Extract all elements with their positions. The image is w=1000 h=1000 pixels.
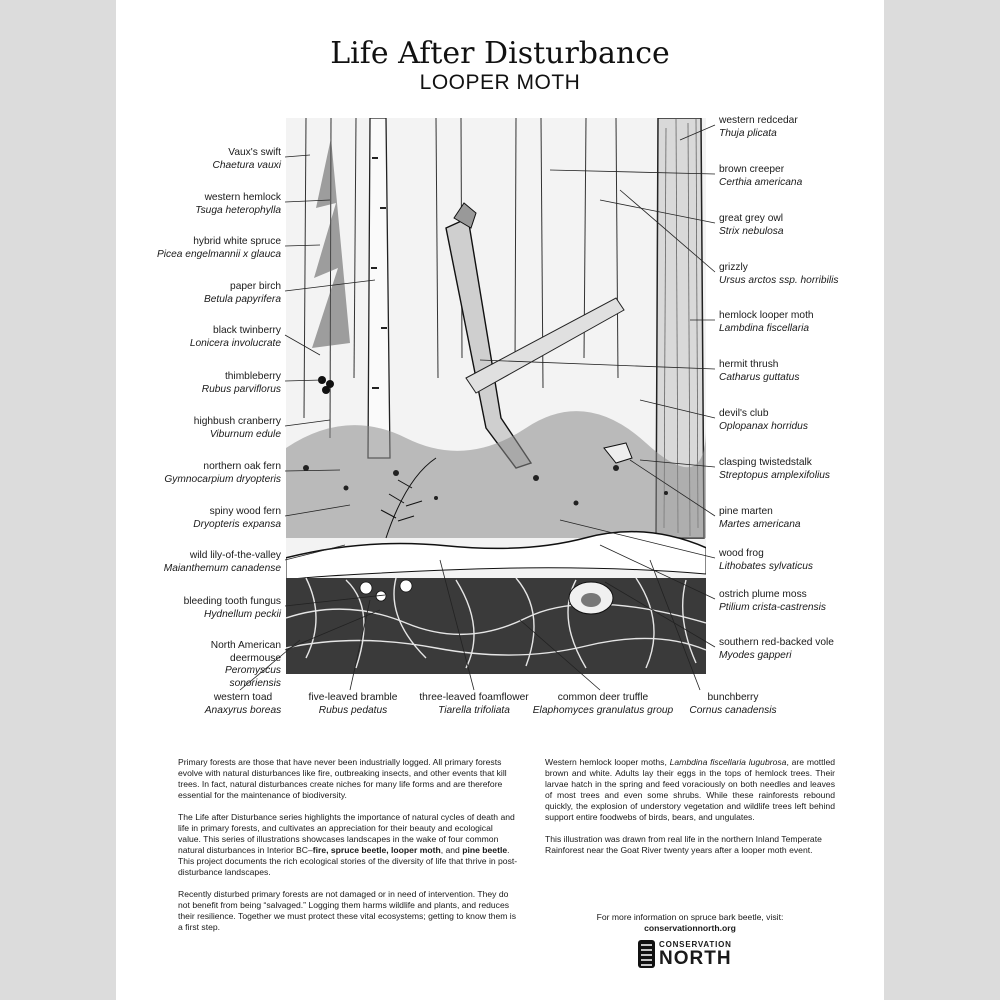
- label-scientific-name: Lambdina fiscellaria: [719, 322, 810, 334]
- label-scientific-name: Rubus parviflorus: [201, 383, 281, 395]
- label-common-name: hybrid white spruce: [193, 236, 281, 247]
- label-common-name: hemlock looper moth: [719, 310, 814, 321]
- label-common-name: devil's club: [719, 408, 769, 419]
- label-common-name: paper birch: [230, 281, 281, 292]
- label-scientific-name: Tsuga heterophylla: [195, 204, 281, 216]
- label-common-name: grizzly: [719, 262, 748, 273]
- label-common-name: clasping twistedstalk: [719, 457, 812, 468]
- birch-trunk: [368, 118, 390, 458]
- label-scientific-name: Lithobates sylvaticus: [719, 560, 814, 572]
- label-scientific-name: Rubus pedatus: [318, 704, 388, 716]
- paragraph: [178, 812, 518, 878]
- label-wood-frog: [719, 548, 813, 573]
- label-common-name: Vaux's swift: [228, 147, 281, 158]
- label-common-name: wild lily-of-the-valley: [189, 550, 281, 561]
- label-black-twinberry: [190, 325, 281, 350]
- label-scientific-name: Cornus canadensis: [689, 704, 777, 716]
- label-common-name: western redcedar: [719, 115, 798, 126]
- label-western-redcedar: [719, 115, 798, 140]
- info-link[interactable]: conservationnorth.org: [644, 923, 736, 933]
- text-span: The Life after Disturbance series highlights the importance of natural cycles of death and life in primary forests, and cultivates an appreciation for their beauty and ecological value. This series of illustrations showcases landscapes in the wake of four common natural disturbances in Interior BC–: [178, 812, 515, 855]
- label-pine-marten: [719, 506, 801, 531]
- logo-mark-icon: [637, 939, 657, 969]
- label-northern-oak-fern: [164, 461, 281, 486]
- label-spiny-wood-fern: [193, 506, 281, 531]
- paragraph: [545, 757, 835, 823]
- label-western-toad: [188, 692, 298, 717]
- logo-text-top: CONSERVATION: [659, 940, 732, 949]
- info-text: For more information on spruce bark beetle, visit:: [596, 912, 784, 922]
- label-hermit-thrush: [719, 359, 799, 384]
- label-common-name: common deer truffle: [557, 692, 649, 703]
- label-common-name: ostrich plume moss: [719, 589, 807, 600]
- paragraph: Primary forests are those that have never been industrially logged. All primary forests evolve with natural disturbances like fire, outbreaking insects, and other events that kill trees. In fact, natural disturbances create niches for many life forms and are therefore essential for the maintenance of biodiversity.: [178, 757, 507, 800]
- label-scientific-name: Dryopteris expansa: [193, 518, 281, 530]
- label-north-american-deermouse: [171, 640, 281, 690]
- label-scientific-name: Betula papyrifera: [203, 293, 281, 305]
- page-subtitle: LOOPER MOTH: [419, 71, 581, 94]
- label-scientific-name: Viburnum edule: [209, 428, 281, 440]
- vole: [581, 593, 601, 607]
- label-scientific-name: Tiarella trifoliata: [438, 704, 510, 716]
- text-span: Western hemlock looper moths,: [545, 757, 670, 767]
- label-common-name: North American deermouse: [210, 640, 281, 664]
- logo-text-bottom: NORTH: [659, 948, 732, 969]
- label-paper-birch: [204, 281, 281, 306]
- label-common-name: wood frog: [719, 548, 764, 559]
- text-column-right: [545, 757, 835, 867]
- paragraph: This illustration was drawn from real life in the northern Inland Temperate Rainforest near the Goat River twenty years after a looper moth event.: [545, 834, 822, 855]
- label-devils-club: [719, 408, 808, 433]
- soil-layer: [286, 578, 706, 674]
- label-scientific-name: Chaetura vauxi: [212, 159, 281, 171]
- label-scientific-name: Oplopanax horridus: [719, 420, 808, 432]
- label-five-leaved-bramble: [293, 692, 413, 717]
- label-scientific-name: Lonicera involucrate: [189, 337, 281, 349]
- label-common-name: brown creeper: [719, 164, 785, 175]
- label-common-name: western hemlock: [204, 192, 281, 203]
- label-scientific-name: Peromyscus sonoriensis: [224, 665, 281, 689]
- label-scientific-name: Catharus guttatus: [719, 371, 800, 383]
- label-highbush-cranberry: [194, 416, 281, 441]
- label-common-name: southern red-backed vole: [719, 637, 834, 648]
- label-southern-red-backed-vole: [719, 637, 834, 662]
- label-common-name: northern oak fern: [203, 461, 281, 472]
- label-scientific-name: Elaphomyces granulatus group: [532, 704, 674, 716]
- label-common-deer-truffle: [523, 692, 683, 717]
- label-common-name: bleeding tooth fungus: [183, 596, 281, 607]
- label-scientific-name: Ursus arctos ssp. horribilis: [719, 274, 839, 286]
- label-common-name: three-leaved foamflower: [419, 692, 529, 703]
- label-wild-lily-of-the-valley: [164, 550, 281, 575]
- label-grizzly: [719, 262, 838, 287]
- text-bold: pine beetle: [462, 845, 508, 855]
- label-scientific-name: Gymnocarpium dryopteris: [164, 473, 281, 485]
- label-scientific-name: Thuja plicata: [719, 127, 777, 139]
- text-column-left: [178, 757, 518, 944]
- text-span: . This project documents the rich ecological stories of the diversity of life that thrive in post-disturbance landscapes.: [178, 845, 518, 877]
- paragraph: Recently disturbed primary forests are not damaged or in need of intervention. They do not benefit from being “salvaged.” Logging them harms wildlife and plants, and reduces their resilience. Together we must protect these vital ecosystems; getting to know them is a first step.: [178, 889, 517, 932]
- label-brown-creeper: [719, 164, 802, 189]
- label-common-name: highbush cranberry: [193, 416, 281, 427]
- label-common-name: great grey owl: [719, 213, 783, 224]
- label-western-hemlock: [195, 192, 281, 217]
- label-common-name: western toad: [213, 692, 273, 703]
- label-scientific-name: Anaxyrus boreas: [204, 704, 282, 716]
- text-span: , are mottled brown and white. Adults lay their eggs in the tops of hemlock trees. Their larvae hatch in the spring and feed voraciously on both needles and leaves of most trees and even some shrubs. While these rainforests rebound quickly, the explosion of understory vegetation and wildlife trees left behind support entire foodwebs of birds, bears, and ungulates.: [545, 757, 835, 822]
- label-scientific-name: Certhia americana: [719, 176, 803, 188]
- label-common-name: black twinberry: [213, 325, 281, 336]
- label-common-name: bunchberry: [707, 692, 759, 703]
- label-common-name: pine marten: [719, 506, 773, 517]
- label-scientific-name: Ptilium crista-castrensis: [719, 601, 826, 613]
- label-hemlock-looper-moth: [719, 310, 814, 335]
- label-scientific-name: Hydnellum peckii: [203, 608, 281, 620]
- label-bunchberry: [678, 692, 788, 717]
- label-vauxs-swift: [212, 147, 281, 172]
- label-hybrid-white-spruce: [157, 236, 281, 261]
- label-scientific-name: Myodes gapperi: [719, 649, 792, 661]
- conservation-north-logo: [637, 938, 747, 970]
- label-scientific-name: Streptopus amplexifolius: [719, 469, 830, 481]
- forest-illustration: [286, 118, 706, 674]
- label-scientific-name: Picea engelmannii x glauca: [156, 248, 281, 260]
- label-ostrich-plume-moss: [719, 589, 826, 614]
- label-bleeding-tooth-fungus: [184, 596, 281, 621]
- label-scientific-name: Strix nebulosa: [719, 225, 784, 237]
- label-common-name: thimbleberry: [224, 371, 281, 382]
- label-common-name: hermit thrush: [719, 359, 779, 370]
- page-title: Life After Disturbance: [330, 36, 670, 71]
- label-thimbleberry: [202, 371, 281, 396]
- label-scientific-name: Maianthemum canadense: [163, 562, 281, 574]
- label-clasping-twistedstalk: [719, 457, 830, 482]
- text-bold: fire, spruce beetle, looper moth: [312, 845, 441, 855]
- text-italic: Lambdina fiscellaria lugubrosa: [669, 757, 787, 767]
- more-info: [545, 912, 835, 934]
- label-common-name: five-leaved bramble: [308, 692, 398, 703]
- text-span: , and: [440, 845, 463, 855]
- label-great-grey-owl: [719, 213, 784, 238]
- label-common-name: spiny wood fern: [209, 506, 281, 517]
- label-scientific-name: Martes americana: [719, 518, 801, 530]
